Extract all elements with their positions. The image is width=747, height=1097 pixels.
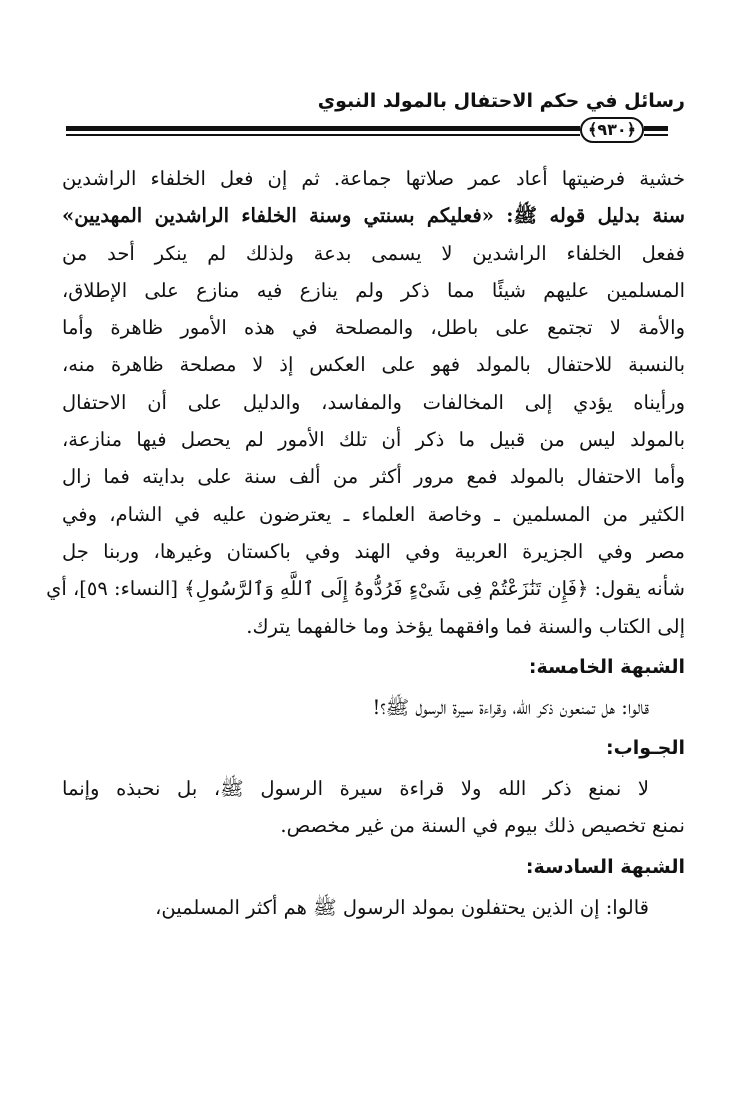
text-line: والأمة لا تجتمع على باطل، والمصلحة في هذه الأمور ظاهرة وأما <box>62 316 685 340</box>
header-rule-stub-thin <box>644 134 668 136</box>
text-line: سنة بدليل قوله ﷺ: «فعليكم بسنتي وسنة الخلفاء الراشدين المهديين» <box>62 204 685 228</box>
body-text <box>46 160 685 926</box>
heading-sixth-doubt: الشبهة السادسة: <box>525 855 685 878</box>
question-fifth: قالوا: هل تمنعون ذكر الله، وقراءة سيرة الرسول ﷺ؟! <box>372 695 649 719</box>
text-line: بالمولد ليس من قبيل ما ذكر أن تلك الأمور لم يحصل فيها منازعة، <box>62 428 685 452</box>
text-line: الكثير من المسلمين ـ وخاصة العلماء ـ يعترضون عليه في الشام، وفي <box>62 502 685 526</box>
text-line: خشية فرضيتها أعاد عمر صلاتها جماعة. ثم إن فعل الخلفاء الراشدين <box>62 167 685 190</box>
header-rule-thin <box>66 134 580 136</box>
text-line: إلى الكتاب والسنة فما وافقهما يؤخذ وما خالفهما يترك. <box>246 614 685 638</box>
text-line: ففعل الخلفاء الراشدين لا يسمى بدعة ولذلك لم ينكر أحد من <box>62 241 685 265</box>
answer-heading: الجـواب: <box>606 737 685 760</box>
header-rule-stub-thick <box>644 126 668 131</box>
text-line: وأما الاحتفال بالمولد فمع مرور أكثر من ألف سنة على بدايته فما زال <box>62 465 685 489</box>
quran-verse-line: شأنه يقول: ﴿فَإِن تَنَٰزَعْتُمْ فِى شَىْءٍ فَرُدُّوهُ إِلَى ٱللَّهِ وَٱلرَّسُولِ﴾ [النساء: ٥٩]، أي <box>46 577 685 601</box>
text-line: المسلمين عليهم شيئًا مما ذكر ولم ينازع فيه منازع على الإطلاق، <box>62 278 685 302</box>
header-rule-thick <box>66 126 580 131</box>
question-sixth: قالوا: إن الذين يحتفلون بمولد الرسول ﷺ هم أكثر المسلمين، <box>155 895 649 919</box>
heading-fifth-doubt: الشبهة الخامسة: <box>528 655 685 678</box>
answer-line: نمنع تخصيص ذلك بيوم في السنة من غير مخصص. <box>280 814 685 838</box>
text-line: مصر وفي الجزيرة العربية وفي الهند وفي باكستان وغيرها، وربنا جل <box>62 539 685 563</box>
page-number: ﴿٩٣٠﴾ <box>580 117 644 143</box>
text-line: ورأيناه يؤدي إلى المخالفات والمفاسد، والدليل على أن الاحتفال <box>62 390 685 414</box>
running-title: رسائل في حكم الاحتفال بالمولد النبوي <box>317 90 685 112</box>
text-line: بالنسبة للاحتفال بالمولد فهو على العكس إذ لا مصلحة ظاهرة منه، <box>62 353 685 377</box>
answer-line: لا نمنع ذكر الله ولا قراءة سيرة الرسول ﷺ، بل نحبذه وإنما <box>62 777 649 801</box>
